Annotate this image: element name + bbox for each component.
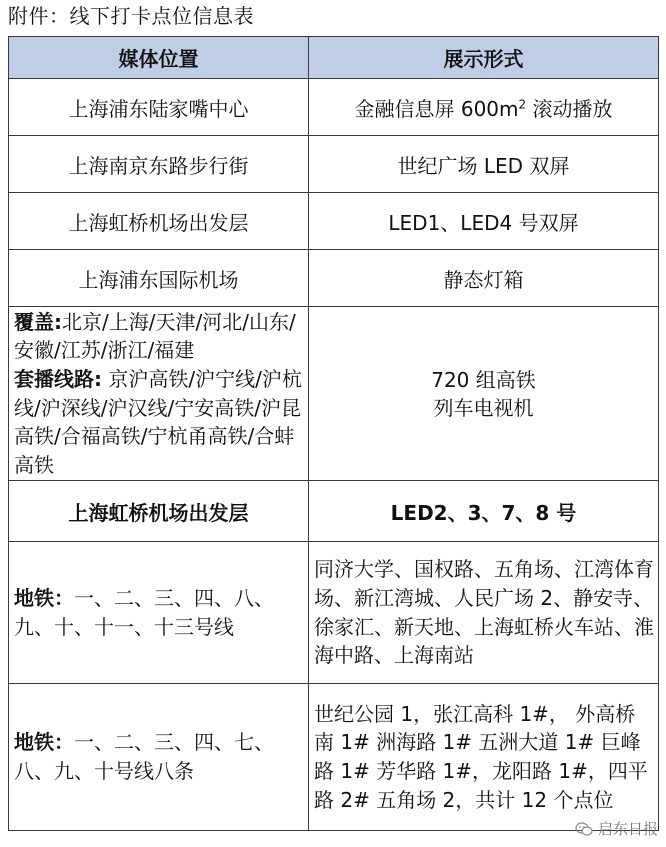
coverage-routes-cell [9,307,309,481]
table-row [9,684,659,831]
table-row [9,193,659,250]
location-cell: 上海浦东陆家嘴中心 [9,79,309,136]
location-cell: 上海南京东路步行街 [9,136,309,193]
media-location-table [8,36,659,831]
metro-lines: 一、二、三、四、七、八、九、十号线八条 [14,730,274,783]
source-watermark [575,818,658,839]
stations-cell: 世纪公园 1，张江高科 1#， 外高桥南 1# 洲海路 1# 五洲大道 1# 巨峰路 1# 芳华路 1#，龙阳路 1#，四平路 2# 五角场 2，共计 12 个点位 [309,684,659,831]
format-cell [309,307,659,481]
coverage-value: 北京/上海/天津/河北/山东/安徽/江苏/浙江/福建 [14,309,296,363]
format-line-1: 720 组高铁 [431,367,536,392]
format-cell: 世纪广场 LED 双屏 [309,136,659,193]
metro-lines: 一、二、三、四、八、九、十、十一、十三号线 [14,585,274,639]
table-row [9,307,659,481]
wechat-icon [575,822,593,836]
format-cell: LED1、LED4 号双屏 [309,193,659,250]
coverage-label: 覆盖: [14,309,62,334]
header-display-format: 展示形式 [309,37,659,79]
routes-value: 京沪高铁/沪宁线/沪杭线/沪深线/沪汉线/宁安高铁/沪昆高铁/合福高铁/宁杭甬高铁/合蚌高铁 [14,366,302,477]
table-row [9,542,659,684]
format-text: 金融信息屏 600m [354,96,519,121]
unit-superscript: 2 [518,96,527,111]
table-row [9,250,659,307]
metro-cell [9,542,309,684]
location-cell: 上海虹桥机场出发层 [9,481,309,542]
metro-label: 地铁： [14,585,74,610]
metro-cell [9,684,309,831]
metro-label: 地铁： [14,730,74,755]
location-cell: 上海浦东国际机场 [9,250,309,307]
watermark-text: 启东日报 [597,820,658,838]
location-cell: 上海虹桥机场出发层 [9,193,309,250]
page-caption: 附件：线下打卡点位信息表 [8,4,254,28]
routes-label: 套播线路: [14,366,102,391]
stations-cell: 同济大学、国权路、五角场、江湾体育场、新江湾城、人民广场 2、静安寺、徐家汇、新天地、上海虹桥火车站、淮海中路、上海南站 [309,542,659,684]
format-line-2: 列车电视机 [433,395,534,420]
format-cell: 静态灯箱 [309,250,659,307]
header-media-location: 媒体位置 [9,37,309,79]
format-text-suffix: 滚动播放 [526,96,613,121]
table-row [9,136,659,193]
format-cell [309,79,659,136]
format-cell: LED2、3、7、8 号 [309,481,659,542]
table-header-row [9,37,659,79]
table-row [9,481,659,542]
table-row [9,79,659,136]
